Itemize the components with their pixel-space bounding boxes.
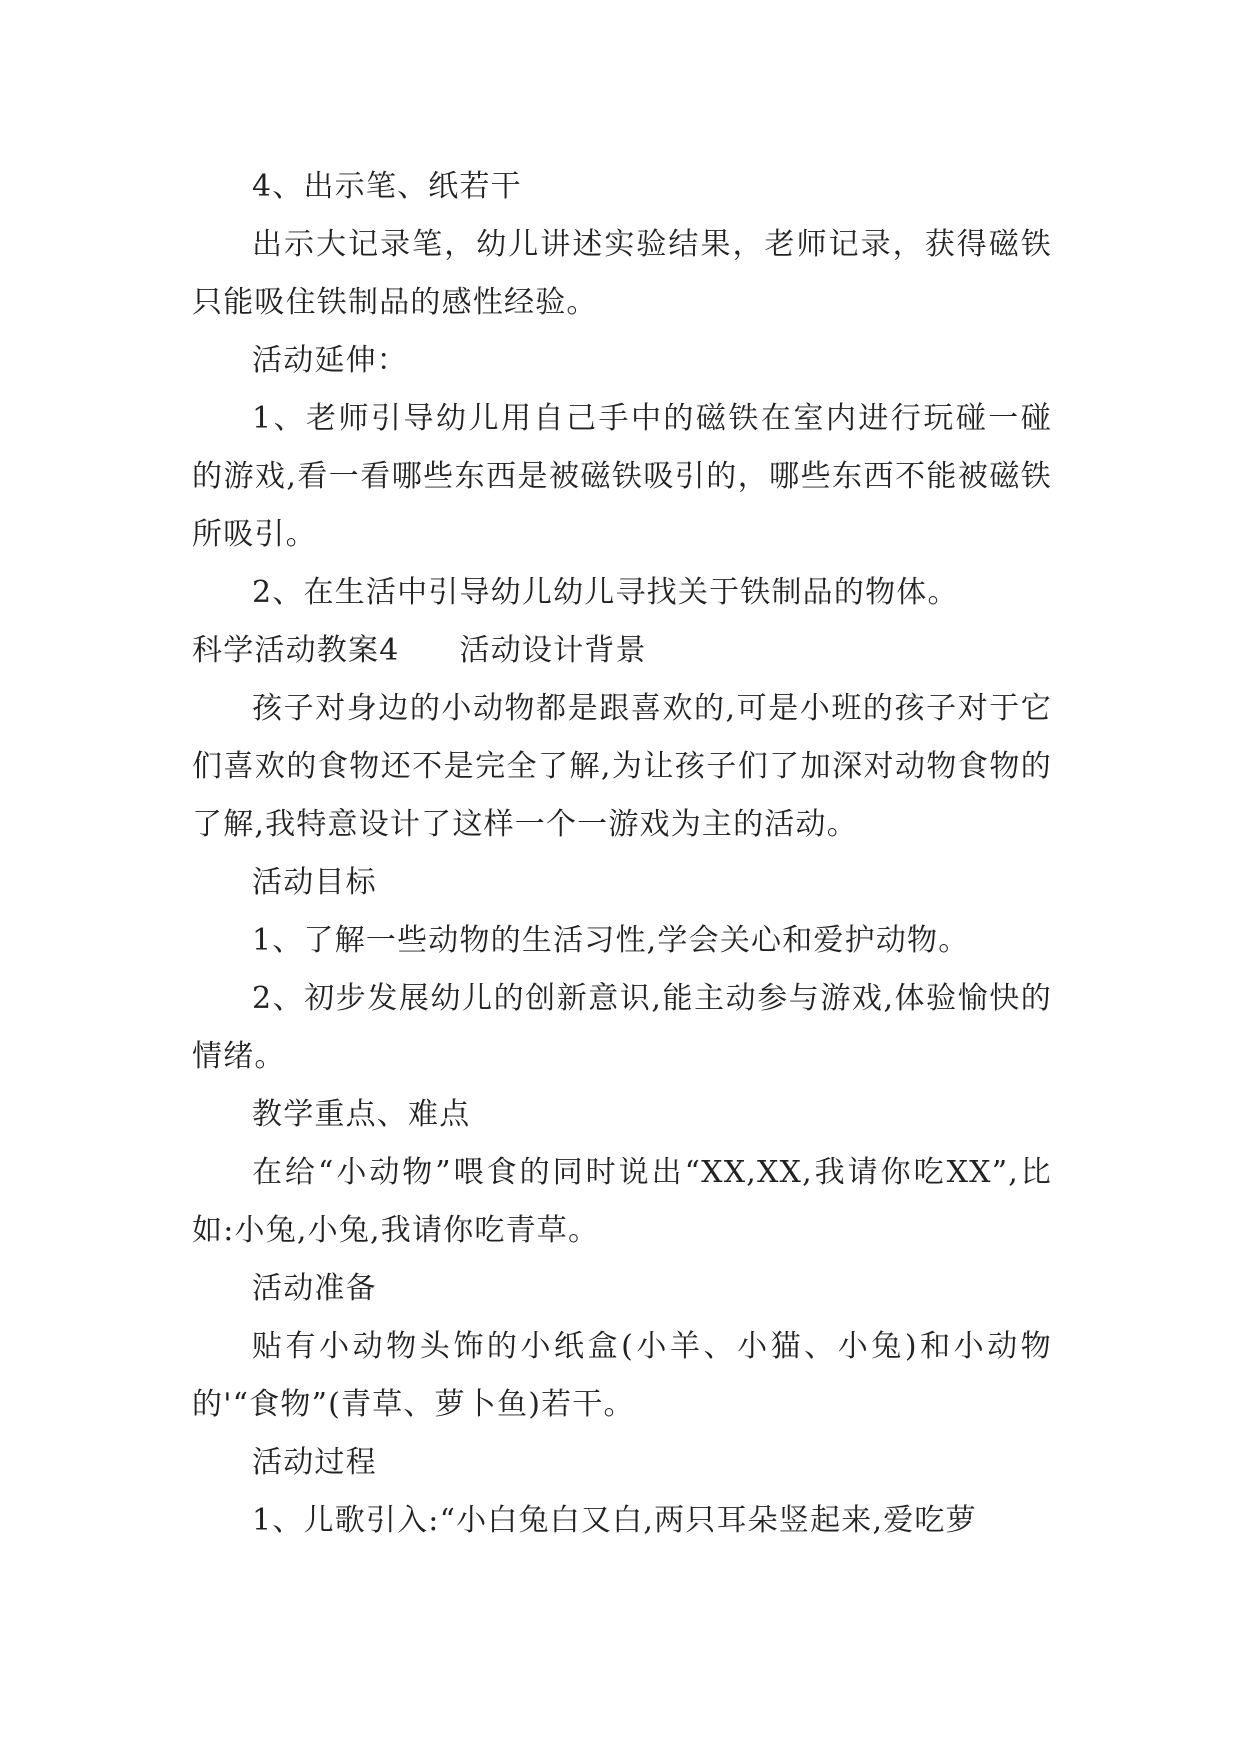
paragraph: 活动过程: [252, 1445, 377, 1480]
section-subtitle: 活动设计背景: [459, 633, 647, 668]
paragraph: 活动目标: [252, 865, 377, 900]
paragraph: 2、在生活中引导幼儿幼儿寻找关于铁制品的物体。: [252, 575, 959, 610]
paragraph: 活动延伸：: [252, 343, 408, 378]
section-heading: [192, 622, 1052, 680]
document-body: [192, 158, 1052, 1550]
paragraph: 孩子对身边的小动物都是跟喜欢的,可是小班的孩子对于它们喜欢的食物还不是完全了解,为让孩子们了加深对动物食物的了解,我特意设计了这样一个一游戏为主的活动。: [192, 691, 1052, 842]
paragraph: 活动准备: [252, 1271, 377, 1306]
paragraph: 4、出示笔、纸若干: [252, 169, 522, 204]
paragraph: 1、儿歌引入:“小白兔白又白,两只耳朵竖起来,爱吃萝: [252, 1503, 977, 1538]
paragraph: 1、了解一些动物的生活习性,学会关心和爱护动物。: [252, 923, 970, 958]
paragraph: 贴有小动物头饰的小纸盒(小羊、小猫、小兔)和小动物的'“食物”(青草、萝卜鱼)若干。: [192, 1329, 1052, 1422]
paragraph: 在给“小动物”喂食的同时说出“XX,XX,我请你吃XX”,比如:小兔,小兔,我请你吃青草。: [192, 1155, 1052, 1248]
paragraph: 2、初步发展幼儿的创新意识,能主动参与游戏,体验愉快的情绪。: [192, 981, 1052, 1074]
paragraph: 1、老师引导幼儿用自己手中的磁铁在室内进行玩碰一碰的游戏,看一看哪些东西是被磁铁吸引的，哪些东西不能被磁铁所吸引。: [192, 401, 1052, 552]
paragraph: 教学重点、难点: [252, 1097, 471, 1132]
section-title: 科学活动教案4: [192, 633, 400, 668]
paragraph: 出示大记录笔，幼儿讲述实验结果，老师记录，获得磁铁只能吸住铁制品的感性经验。: [192, 227, 1052, 320]
